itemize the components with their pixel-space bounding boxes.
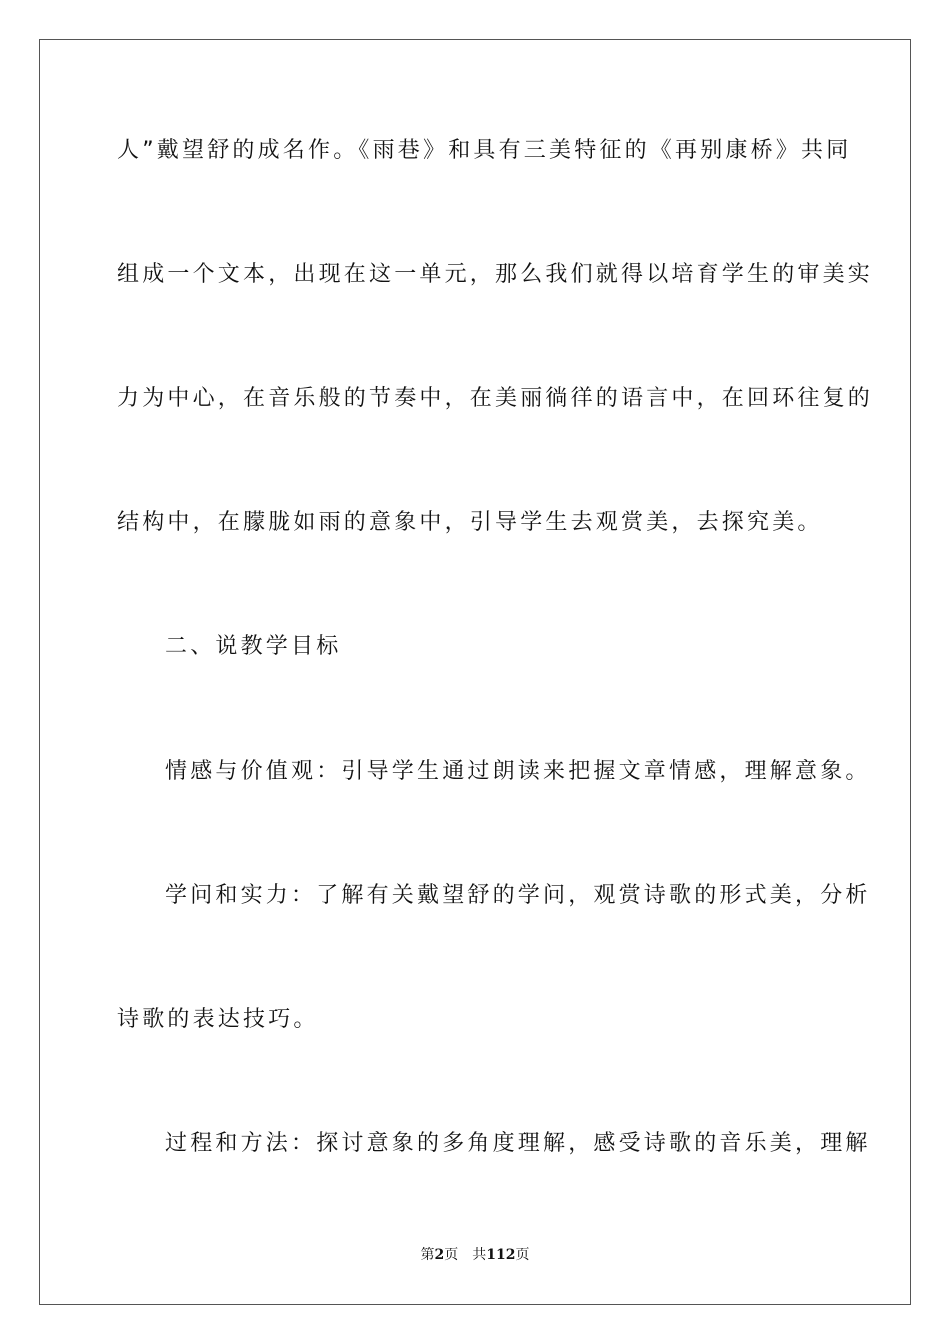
page-footer <box>0 1245 950 1265</box>
objective-knowledge-line-2: 诗歌的表达技巧。 <box>117 1007 319 1032</box>
page-border <box>39 39 911 1305</box>
body-text-line-2: 组成一个文本，出现在这一单元，那么我们就得以培育学生的审美实 <box>117 262 874 287</box>
page-prefix: 第 <box>420 1247 435 1263</box>
objective-process-line-1: 过程和方法：探讨意象的多角度理解，感受诗歌的音乐美，理解 <box>165 1131 871 1156</box>
objective-knowledge-line-1: 学问和实力：了解有关戴望舒的学问，观赏诗歌的形式美，分析 <box>165 883 871 908</box>
section-heading: 二、说教学目标 <box>165 634 342 659</box>
page-number: 2 <box>434 1247 445 1263</box>
body-text-line-3: 力为中心，在音乐般的节奏中，在美丽徜徉的语言中，在回环往复的 <box>117 386 874 411</box>
objective-emotion: 情感与价值观：引导学生通过朗读来把握文章情感，理解意象。 <box>165 759 871 784</box>
page-suffix: 页 <box>444 1247 459 1263</box>
total-prefix: 共 <box>472 1247 487 1263</box>
total-suffix: 页 <box>515 1247 530 1263</box>
body-text-line-4: 结构中，在朦胧如雨的意象中，引导学生去观赏美，去探究美。 <box>117 510 823 535</box>
total-pages: 112 <box>486 1247 516 1263</box>
body-text-line-1: 人”戴望舒的成名作。《雨巷》和具有三美特征的《再别康桥》共同 <box>117 138 852 163</box>
